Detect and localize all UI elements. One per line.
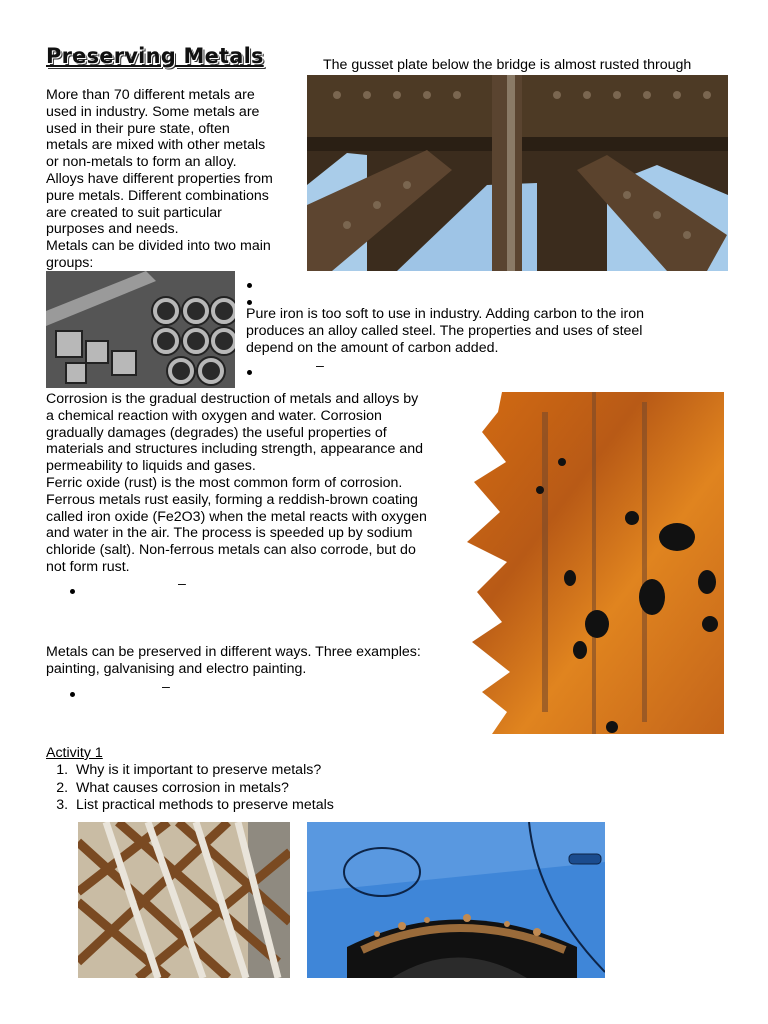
text-line: painting, galvanising and electro painting. <box>46 660 307 677</box>
activity-question: 3. List practical methods to preserve metals <box>72 797 546 815</box>
preserve-paragraph <box>46 644 466 678</box>
text-line: depend on the amount of carbon added. <box>246 339 499 356</box>
text-line: Metals can be preserved in different ways. Three examples: <box>46 644 421 660</box>
text-line: Ferric oxide (rust) is the most common form of corrosion. <box>46 474 403 491</box>
bullet-3 <box>247 364 252 380</box>
steel-paragraph <box>246 306 696 356</box>
corrosion-paragraph <box>46 391 466 576</box>
rusted-car-photo <box>307 822 605 978</box>
bullet-4 <box>70 583 75 599</box>
text-line: or non-metals to form an alloy. <box>46 154 237 171</box>
text-line: chloride (salt). Non-ferrous metals can also corrode, but do <box>46 542 416 559</box>
bullet-5 <box>70 686 75 702</box>
text-line: not form rust. <box>46 558 130 575</box>
page-title: Preserving Metals <box>46 44 264 68</box>
text-line: Metals can be divided into two main <box>46 238 271 255</box>
bullet-1 <box>247 277 252 293</box>
text-line: Pure iron is too soft to use in industry. Adding carbon to the iron <box>246 306 645 322</box>
text-line: purposes and needs. <box>46 221 179 238</box>
activity-list <box>46 762 546 815</box>
text-line: gradually damages (degrades) the useful properties of <box>46 424 387 441</box>
text-line: and water in the air. The process is speeded up by sodium <box>46 525 413 542</box>
rusted-gate-photo <box>78 822 290 978</box>
text-line: Alloys have different properties from <box>46 170 273 187</box>
activity-title: Activity 1 <box>46 745 103 761</box>
text-line: Ferrous metals rust easily, forming a reddish-brown coating <box>46 491 418 508</box>
text-line: Corrosion is the gradual destruction of metals and alloys by <box>46 391 419 407</box>
text-line: groups: <box>46 254 94 271</box>
dash-3: – <box>162 679 170 695</box>
text-line: permeability to liquids and gases. <box>46 458 256 475</box>
text-line: used in their pure state, often <box>46 120 230 137</box>
activity-question: 2. What causes corrosion in metals? <box>72 780 546 798</box>
intro-paragraph <box>46 87 296 272</box>
activity-question: 1. Why is it important to preserve metals? <box>72 762 546 780</box>
bridge-caption: The gusset plate below the bridge is almost rusted through <box>323 57 692 73</box>
text-line: called iron oxide (Fe2O3) when the metal reacts with oxygen <box>46 508 427 525</box>
text-line: materials and structures including strength, appearance and <box>46 441 423 458</box>
text-line: More than 70 different metals are <box>46 87 255 103</box>
text-line: metals are mixed with other metals <box>46 137 266 154</box>
rusted-metal-photo <box>462 392 724 734</box>
bridge-photo <box>307 75 728 271</box>
metal-pipes-photo <box>46 271 235 388</box>
dash-2: – <box>178 576 186 592</box>
text-line: used in industry. Some metals are <box>46 103 260 120</box>
text-line: pure metals. Different combinations <box>46 187 269 204</box>
text-line: a chemical reaction with oxygen and water. Corrosion <box>46 407 382 424</box>
dash-1: – <box>316 358 324 374</box>
text-line: are created to suit particular <box>46 204 222 221</box>
text-line: produces an alloy called steel. The properties and uses of steel <box>246 322 643 339</box>
